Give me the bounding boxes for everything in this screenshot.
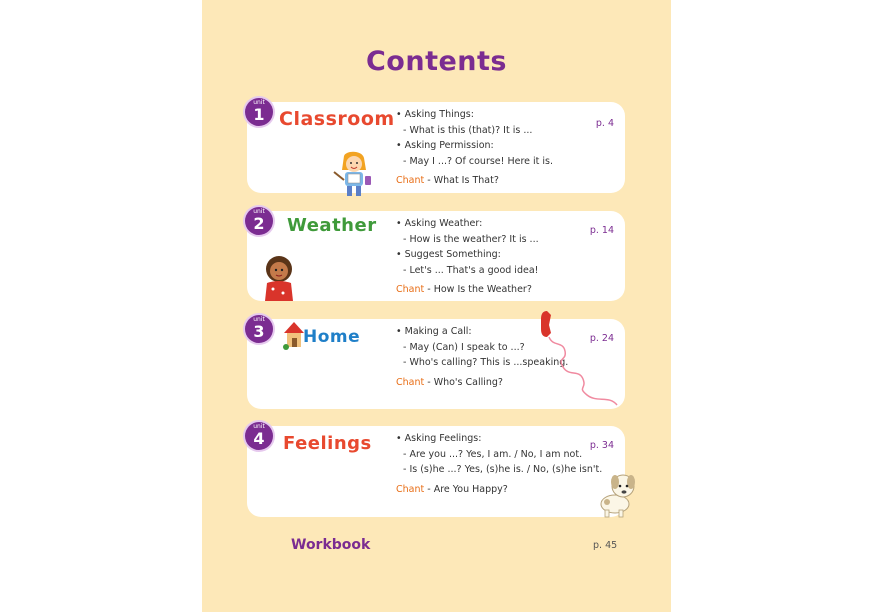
unit-content [396,431,602,497]
chant-line [396,282,539,298]
chant-title: - How Is the Weather? [424,284,532,295]
unit-content [396,216,539,298]
chant-line [396,173,553,189]
unit-title: Feelings [283,433,372,454]
workbook-label[interactable]: Workbook [291,537,371,553]
page-number: p. 24 [589,333,614,344]
content-line: • Making a Call: [396,326,472,337]
unit-card-3[interactable] [247,316,625,409]
page-number: p. 34 [589,440,614,451]
chant-title: - Who's Calling? [424,376,503,388]
unit-label: unit [253,99,265,106]
contents-page [202,0,671,612]
unit-content [396,107,553,189]
unit-card-2[interactable] [247,208,625,301]
content-line: • Asking Weather: [396,218,483,229]
puppy-illustration [593,470,641,518]
content-line: - Let's ... That's a good idea! [403,264,539,276]
workbook-page-number: p. 45 [593,540,618,551]
page-number: p. 4 [595,118,614,129]
unit-badge [245,422,273,450]
content-line: - May (Can) I speak to ...? [403,341,525,353]
chant-label: Chant [396,483,425,495]
content-line: • Asking Things: [396,109,474,120]
unit-label: unit [253,423,265,430]
unit-badge [245,315,273,343]
unit-badge [245,207,273,235]
unit-card-4[interactable] [247,423,625,517]
unit-title: Classroom [279,108,395,130]
girl-illustration [332,150,376,200]
content-line: • Asking Feelings: [396,433,482,444]
unit-number: 4 [253,429,265,448]
content-line: - How is the weather? It is ... [403,233,539,245]
chant-label: Chant [396,376,425,388]
content-line: - Who's calling? This is ...speaking. [403,357,569,368]
unit-number: 3 [253,322,265,341]
house-icon [283,319,305,351]
unit-badge [245,98,273,126]
chant-label: Chant [396,175,425,186]
unit-number: 1 [253,105,265,124]
telephone-icon [539,307,623,411]
unit-label: unit [253,316,265,323]
kid-illustration [261,255,297,301]
unit-number: 2 [253,214,265,233]
content-line: • Asking Permission: [396,140,494,151]
chant-title: - What Is That? [424,175,499,186]
content-line: - Are you ...? Yes, I am. / No, I am not. [403,448,583,460]
page-number: p. 14 [589,225,614,236]
page-title: Contents [365,46,507,77]
unit-title: Home [303,327,361,347]
chant-label: Chant [396,284,425,295]
unit-title: Weather [287,215,377,236]
chant-line [396,482,602,498]
unit-card-1[interactable] [247,99,625,193]
content-line: - May I ...? Of course! Here it is. [403,155,554,167]
content-line: - What is this (that)? It is ... [403,124,533,136]
content-line: - Is (s)he ...? Yes, (s)he is. / No, (s)he isn't. [403,464,603,475]
content-line: • Suggest Something: [396,249,501,260]
chant-title: - Are You Happy? [424,483,508,495]
unit-label: unit [253,208,265,215]
